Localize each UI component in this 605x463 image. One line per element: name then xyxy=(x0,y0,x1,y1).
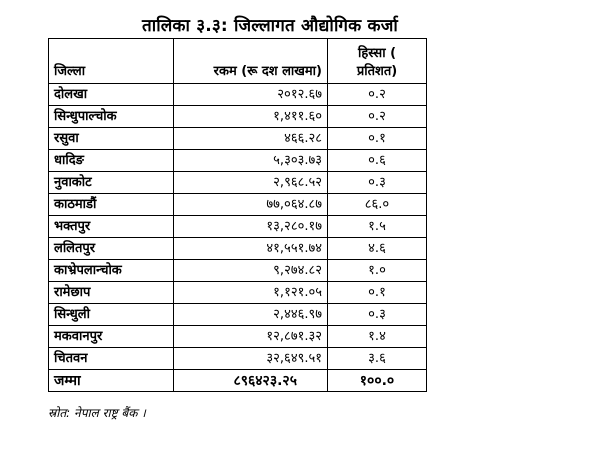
table-row xyxy=(49,150,427,172)
table-total-row xyxy=(49,370,427,392)
table-row xyxy=(49,326,427,348)
cell-amount: ४६६.२८ xyxy=(174,128,328,150)
cell-share: ३.६ xyxy=(328,348,427,370)
cell-amount: १३,२८०.१७ xyxy=(174,216,328,238)
cell-share: ८६.० xyxy=(328,194,427,216)
cell-share: १.५ xyxy=(328,216,427,238)
cell-district: दोलखा xyxy=(49,84,174,106)
cell-share: ०.३ xyxy=(328,172,427,194)
cell-district: काठमाडौं xyxy=(49,194,174,216)
cell-district: धादिङ xyxy=(49,150,174,172)
table-row xyxy=(49,106,427,128)
header-district: जिल्ला xyxy=(49,39,174,84)
cell-share: ०.१ xyxy=(328,128,427,150)
table-title: तालिका ३.३: जिल्लागत औद्योगिक कर्जा xyxy=(142,16,398,36)
cell-amount: ७७,०६४.८७ xyxy=(174,194,328,216)
cell-district: ललितपुर xyxy=(49,238,174,260)
table-row xyxy=(49,194,427,216)
cell-district: चितवन xyxy=(49,348,174,370)
table-header-row xyxy=(49,39,427,84)
cell-share: ०.१ xyxy=(328,282,427,304)
cell-share: १.४ xyxy=(328,326,427,348)
cell-share: ०.२ xyxy=(328,84,427,106)
header-share-line2: प्रतिशत) xyxy=(356,64,398,79)
table-row xyxy=(49,348,427,370)
cell-share: ४.६ xyxy=(328,238,427,260)
cell-amount: ९,२७४.८२ xyxy=(174,260,328,282)
total-share: १००.० xyxy=(328,370,427,392)
cell-amount: ५,३०३.७३ xyxy=(174,150,328,172)
table-row xyxy=(49,84,427,106)
cell-district: काभ्रेपलान्चोक xyxy=(49,260,174,282)
total-amount: ८९६४२३.२५ xyxy=(174,370,328,392)
cell-amount: २,४४६.९७ xyxy=(174,304,328,326)
header-share-line1: हिस्सा ( xyxy=(357,46,397,61)
table-row xyxy=(49,216,427,238)
table-row xyxy=(49,238,427,260)
table-row xyxy=(49,282,427,304)
cell-district: मकवानपुर xyxy=(49,326,174,348)
table-row xyxy=(49,260,427,282)
table-row xyxy=(49,304,427,326)
table-row xyxy=(49,128,427,150)
source-note: स्रोत: नेपाल राष्ट्र बैंक । xyxy=(48,406,146,420)
cell-share: ०.२ xyxy=(328,106,427,128)
cell-district: सिन्धुली xyxy=(49,304,174,326)
cell-amount: १,४११.६० xyxy=(174,106,328,128)
cell-amount: १२,८७१.३२ xyxy=(174,326,328,348)
cell-amount: ३२,६४९.५१ xyxy=(174,348,328,370)
district-loan-table xyxy=(48,38,427,392)
total-label: जम्मा xyxy=(49,370,174,392)
table-row xyxy=(49,172,427,194)
cell-amount: २०१२.६७ xyxy=(174,84,328,106)
cell-amount: २,९६८.५२ xyxy=(174,172,328,194)
cell-amount: ४१,५५१.७४ xyxy=(174,238,328,260)
cell-district: नुवाकोट xyxy=(49,172,174,194)
cell-district: रसुवा xyxy=(49,128,174,150)
cell-share: ०.३ xyxy=(328,304,427,326)
header-share xyxy=(328,39,427,84)
cell-district: भक्तपुर xyxy=(49,216,174,238)
cell-share: ०.६ xyxy=(328,150,427,172)
cell-amount: १,१२१.०५ xyxy=(174,282,328,304)
cell-share: १.० xyxy=(328,260,427,282)
header-amount: रकम (रू दश लाखमा) xyxy=(174,39,328,84)
cell-district: सिन्धुपाल्चोक xyxy=(49,106,174,128)
cell-district: रामेछाप xyxy=(49,282,174,304)
